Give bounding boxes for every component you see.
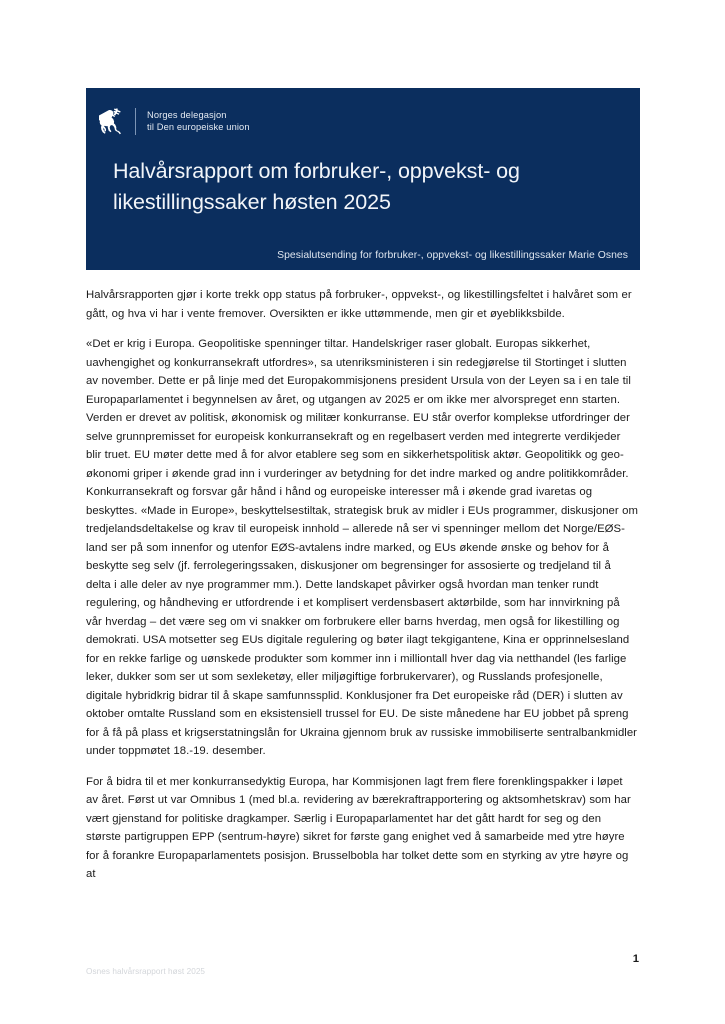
page-number: 1 xyxy=(632,953,639,965)
norwegian-coat-of-arms-lion-icon xyxy=(99,106,125,136)
document-body xyxy=(86,286,638,884)
brand-divider xyxy=(135,108,136,135)
page-title: Halvårsrapport om forbruker-, oppvekst- og likestillingssaker høsten 2025 xyxy=(113,159,520,214)
brand-line-1: Norges delegasjon xyxy=(147,109,227,120)
document-header-banner xyxy=(86,88,640,270)
brand-line-2: til Den europeiske union xyxy=(147,122,250,132)
body-paragraph: For å bidra til et mer konkurransedyktig Europa, har Kommisjonen lagt frem flere forenklingspakker i løpet av året. Først ut var Omnibus 1 (med bl.a. revidering av bærekraftrapportering og aktsomhetskrav) som har vært gjenstand for politiske dragkamper. Særlig i Europaparlamentet har det gått hardt for seg og den største partigruppen EPP (sentrum-høyre) sikret for første gang enighet ved å samarbeide med ytre høyre for å forankre Europaparlamentets posisjon. Brusselbobla har tolket dette som en styrking av ytre høyre og at xyxy=(86,775,631,880)
body-paragraph: «Det er krig i Europa. Geopolitiske spenninger tiltar. Handelskriger raser globalt. Europas sikkerhet, uavhengighet og konkurransekraft utfordres», sa utenriksministeren i sin redegjørelse til Stortinget i slutten av november. Dette er på linje med det Europakommisjonens president Ursula von der Leyen sa i en tale til Europaparlamentet i begynnelsen av året, og utgangen av 2025 er om ikke mer alvorspreget enn starten. Verden er drevet av politisk, økonomisk og militær konkurranse. EU står overfor komplekse utfordringer der selve grunnpremisset for europeisk konkurransekraft og en regelbasert verden med integrerte verdikjeder blir truet. EU møter dette med å for alvor etablere seg som en sikkerhetspolitisk aktør. Geopolitikk og geo-økonomi griper i økende grad inn i vurderinger av betydning for det indre marked og andre politikkområder. Konkurransekraft og forsvar går hånd i hånd og europeiske interesser må i økende grad ivaretas og beskyttes. «Made in Europe», beskyttelsestiltak, strategisk bruk av midler i EUs programmer, diskusjoner om tredjelandsdeltakelse og krav til europeisk innhold – allerede nå ser vi spenninger mellom det Norge/EØS-land ser på som innenfor og utenfor EØS-avtalens indre marked, og EUs økende ønske og behov for å beskytte seg selv (jf. ferrolegeringssaken, diskusjoner om begrensinger for assosierte og tredjeland til å delta i alle deler av nye programmer mm.). Dette landskapet påvirker også hvordan man tenker rundt regulering, og håndheving er utfordrende i et komplisert verdensbasert aktørbilde, som har innvirkning på vår hverdag – det være seg om vi snakker om forbrukere eller barns hverdag, men også for likestilling og demokrati. USA motsetter seg EUs digitale regulering og bøter ilagt tekgigantene, Kina er opprinnelsesland for en rekke farlige og uønskede produkter som kommer inn i milliontall hver dag via netthandel (les farlige leker, dukker som ser ut som sexleketøy, eller miljøgiftige forbrukervarer), og Russlands profesjonelle, digitale hybridkrig bidrar til å skape samfunnssplid. Konklusjoner fra Det europeiske råd (DER) i slutten av oktober omtalte Russland som en eksistensiell trussel for EU. De siste månedene har EU jobbet på spreng for å få på plass et krigserstatningslån for Ukraina gjennom bruk av russiske immobiliserte sentralbankmidler under toppmøtet 18.-19. desember. xyxy=(86,338,638,757)
footer-note: Osnes halvårsrapport høst 2025 xyxy=(86,967,206,976)
brand-lockup xyxy=(99,104,250,138)
brand-text xyxy=(147,109,250,134)
page-subtitle: Spesialutsending for forbruker-, oppvekst- og likestillingssaker Marie Osnes xyxy=(277,250,628,261)
body-paragraph: Halvårsrapporten gjør i korte trekk opp status på forbruker-, oppvekst-, og likestillingsfeltet i halvåret som er gått, og hva vi har i vente fremover. Oversikten er ikke uttømmende, men gir et øyeblikksbilde. xyxy=(86,289,632,320)
